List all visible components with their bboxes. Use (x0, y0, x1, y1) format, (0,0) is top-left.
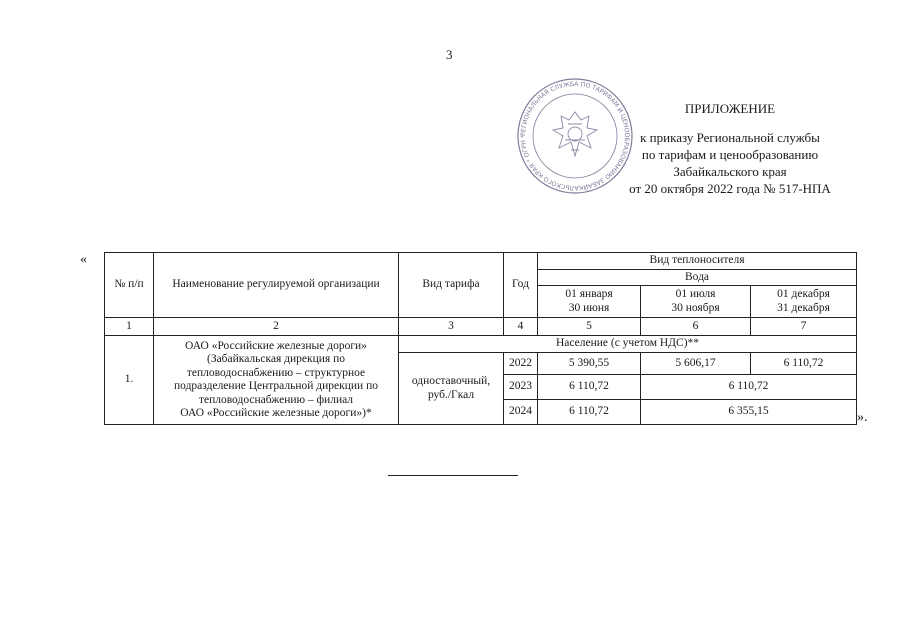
org-line-3: тепловодоснабжению – структурное (186, 366, 366, 379)
period-3-end: 31 декабря (777, 301, 830, 314)
org-line-1: ОАО «Российские железные дороги» (185, 339, 367, 352)
tariff-table (104, 252, 857, 425)
year-2022: 2022 (504, 353, 538, 375)
col-number-6: 6 (641, 318, 751, 336)
tariff-type-cell (399, 353, 504, 425)
value-2024-p23: 6 355,15 (641, 400, 857, 425)
col-number-3: 3 (399, 318, 504, 336)
header-tariff-type: Вид тарифа (399, 253, 504, 318)
header-year: Год (504, 253, 538, 318)
header-num: № п/п (105, 253, 154, 318)
col-number-7: 7 (751, 318, 857, 336)
appendix-line-4: от 20 октября 2022 года № 517-НПА (629, 181, 831, 196)
value-2022-p3: 6 110,72 (751, 353, 857, 375)
appendix-line-2: по тарифам и ценообразованию (641, 147, 819, 162)
value-2022-p2: 5 606,17 (641, 353, 751, 375)
value-2023-p1: 6 110,72 (538, 375, 641, 400)
value-2022-p1: 5 390,55 (538, 353, 641, 375)
period-3-start: 01 декабря (777, 288, 830, 300)
row-num: 1. (105, 336, 154, 425)
population-header: Население (с учетом НДС)** (399, 336, 857, 353)
header-period-2 (641, 286, 751, 318)
year-2024: 2024 (504, 400, 538, 425)
page-number: 3 (446, 47, 453, 62)
col-number-5: 5 (538, 318, 641, 336)
appendix-block (570, 100, 890, 197)
value-2023-p23: 6 110,72 (641, 375, 857, 400)
appendix-line-1: к приказу Региональной службы (640, 130, 820, 145)
org-line-2: (Забайкальская дирекция по (206, 353, 346, 365)
tariff-type-line-1: одноставочный, (411, 375, 491, 387)
org-line-5: тепловодоснабжению – филиал (198, 393, 354, 406)
value-2024-p1: 6 110,72 (538, 400, 641, 425)
organization-name (154, 336, 399, 425)
header-period-3 (751, 286, 857, 318)
col-number-2: 2 (154, 318, 399, 336)
header-org: Наименование регулируемой организации (154, 253, 399, 318)
closing-quote: ». (857, 410, 868, 425)
period-1-end: 30 июня (568, 301, 610, 314)
period-2-end: 30 ноября (671, 301, 720, 314)
tariff-type-line-2: руб./Гкал (427, 388, 475, 401)
org-line-4: подразделение Центральной дирекции по (174, 380, 378, 392)
opening-quote: « (80, 252, 87, 267)
header-carrier: Вид теплоносителя (538, 253, 857, 270)
year-2023: 2023 (504, 375, 538, 400)
header-period-1 (538, 286, 641, 318)
appendix-title: ПРИЛОЖЕНИЕ (684, 101, 776, 116)
header-water: Вода (538, 270, 857, 286)
col-number-4: 4 (504, 318, 538, 336)
period-2-start: 01 июля (675, 288, 716, 300)
footer-divider (388, 475, 518, 476)
seal-text: РЕГИОНАЛЬНАЯ СЛУЖБА ПО ТАРИФАМ И ЦЕНООБРАЗОВАНИЮ ЗАБАЙКАЛЬСКОГО КРАЯ * ОГРН * (519, 80, 631, 192)
org-line-6: ОАО «Российские железные дороги»)* (180, 407, 372, 419)
appendix-line-3: Забайкальского края (673, 164, 787, 179)
col-number-1: 1 (105, 318, 154, 336)
period-1-start: 01 января (565, 288, 613, 300)
